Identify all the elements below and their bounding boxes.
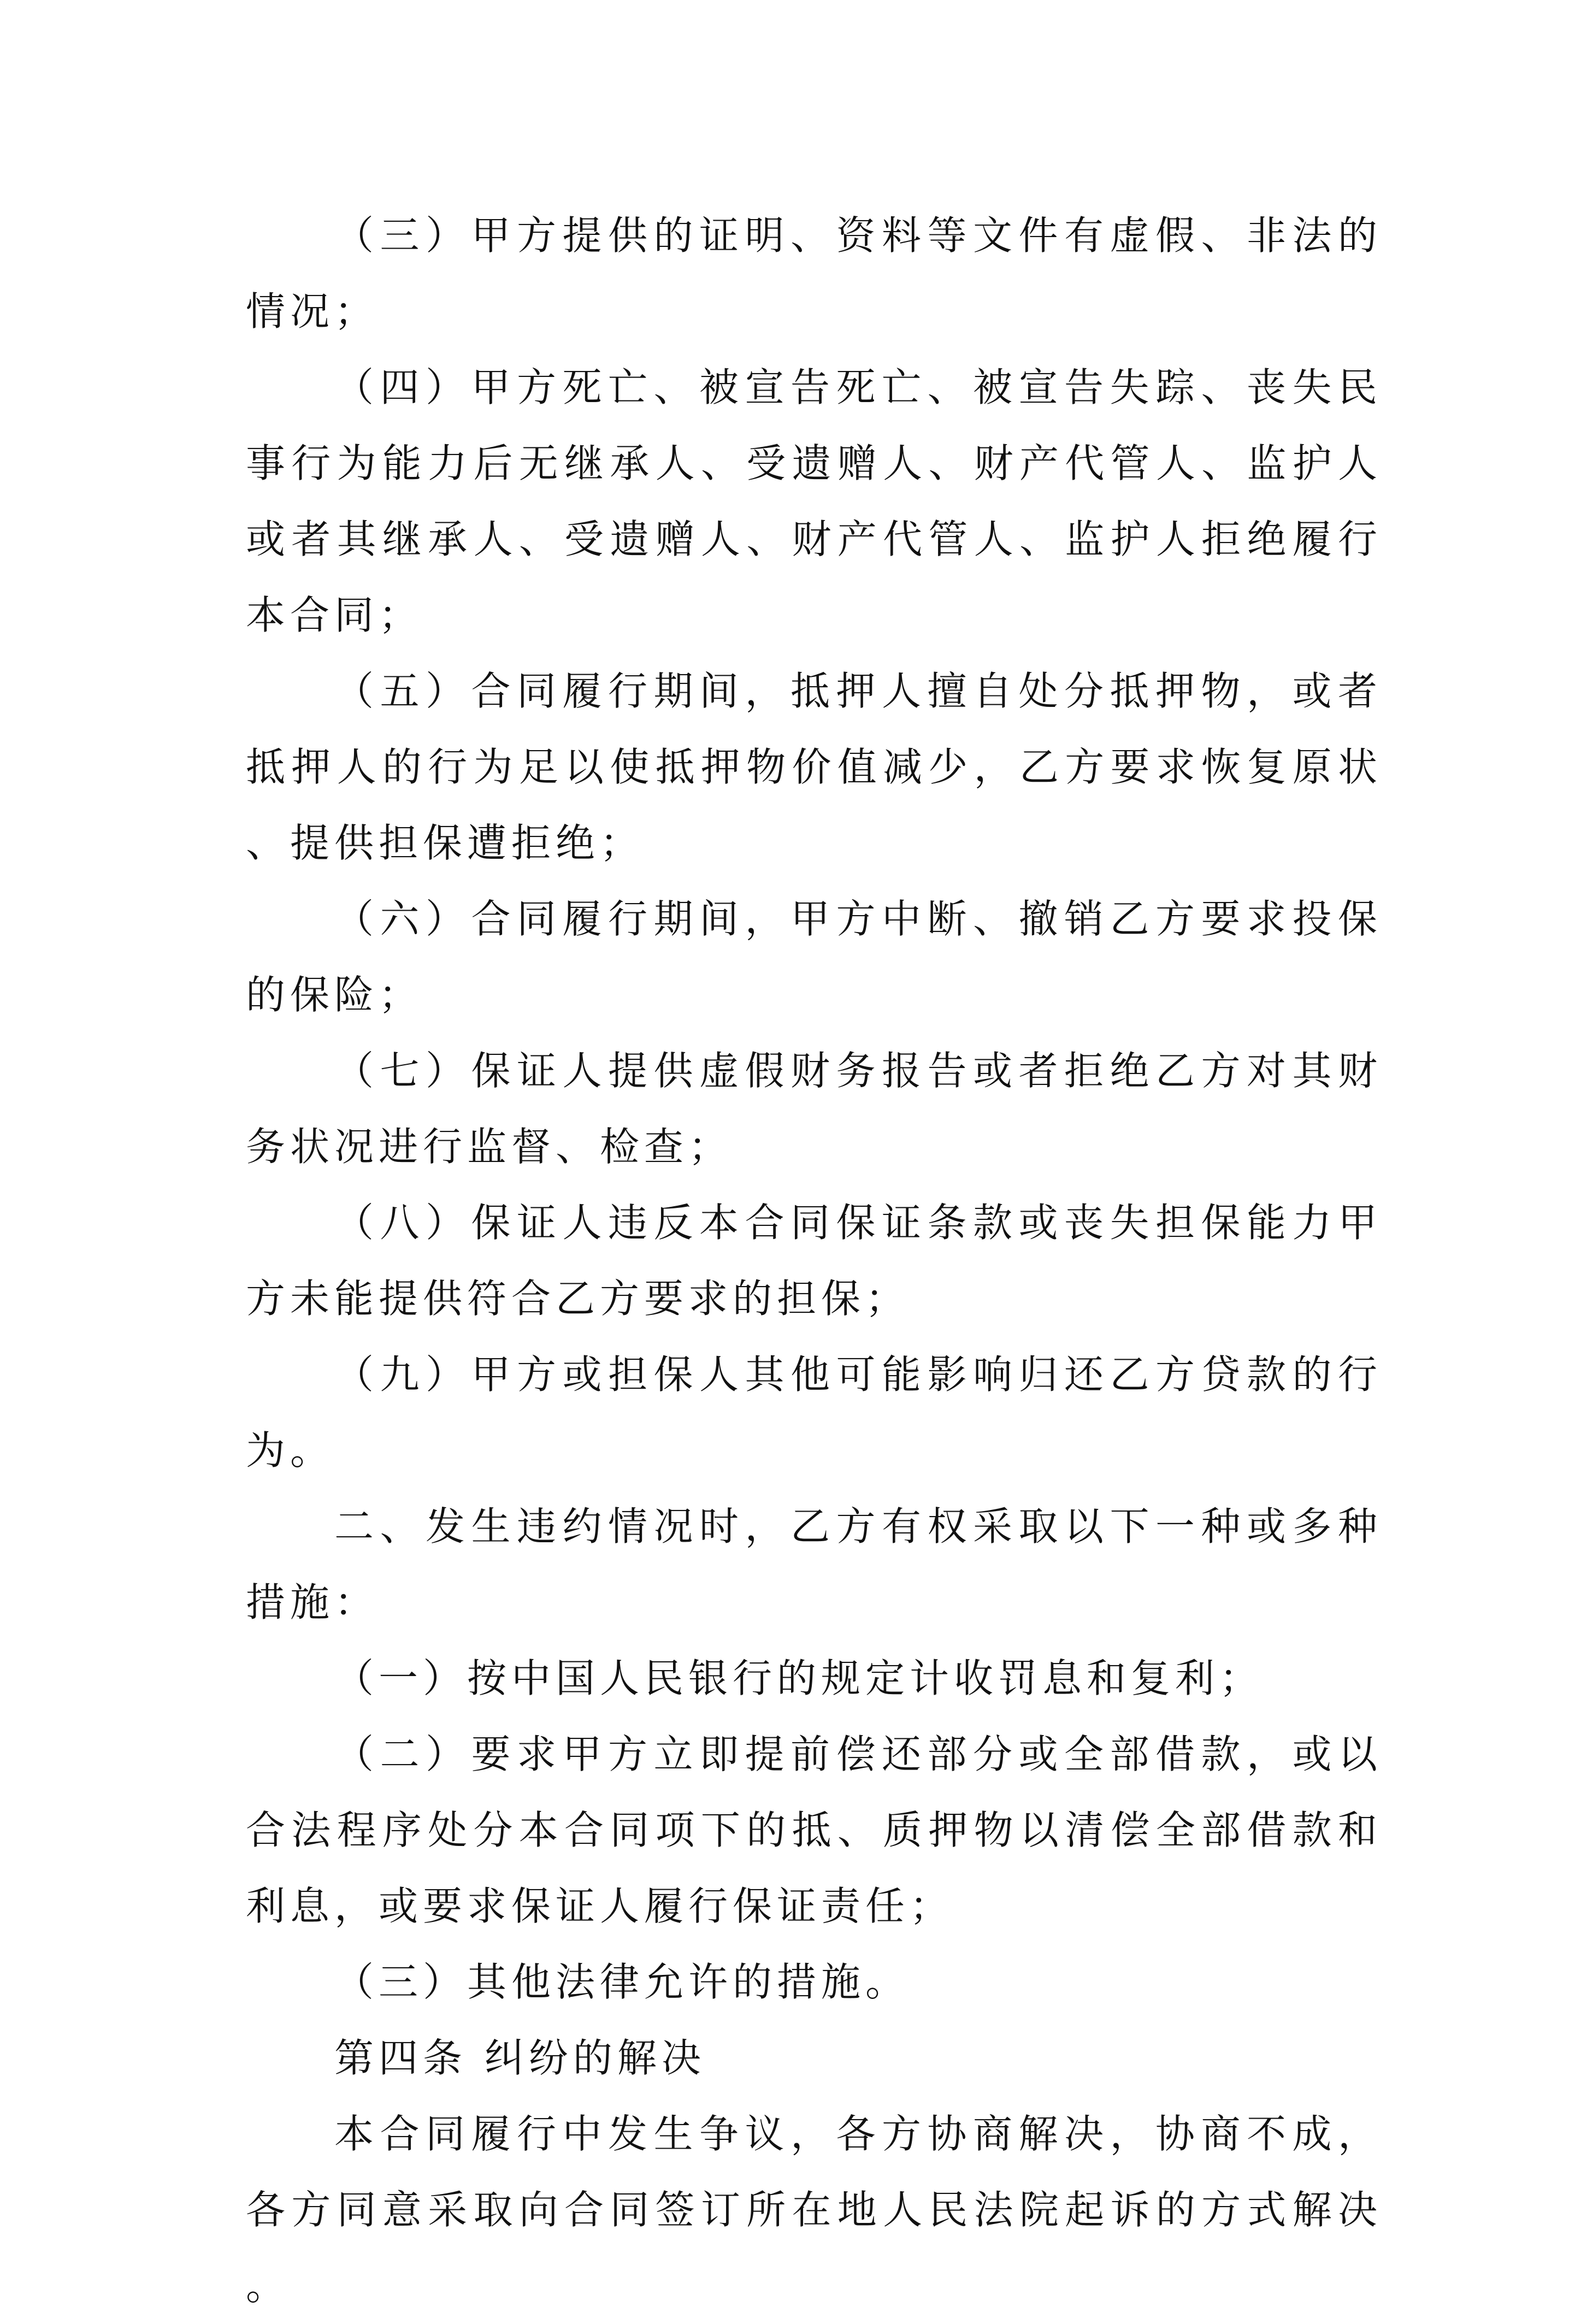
article-four-title: 第四条 纠纷的解决 xyxy=(334,2035,706,2081)
measure-item-1: （一）按中国人民银行的规定计收罚息和复利； xyxy=(334,1655,1264,1701)
clause-item-4: （四）甲方死亡、被宣告死亡、被宣告失踪、丧失民事行为能力后无继承人、受遗赠人、财产代管人、监护人或者其继承人、受遗赠人、财产代管人、监护人拒绝履行本合同； xyxy=(246,364,1382,638)
section-two-heading: 二、发生违约情况时，乙方有权采取以下一种或多种措施： xyxy=(246,1503,1382,1625)
clause-item-7: （七）保证人提供虚假财务报告或者拒绝乙方对其财务状况进行监督、检查； xyxy=(246,1048,1382,1170)
document-body xyxy=(246,198,1382,2324)
measure-item-3: （三）其他法律允许的措施。 xyxy=(334,1959,910,2005)
clause-item-8: （八）保证人违反本合同保证条款或丧失担保能力甲方未能提供符合乙方要求的担保； xyxy=(246,1200,1382,1322)
clause-item-6: （六）合同履行期间，甲方中断、撤销乙方要求投保的保险； xyxy=(246,896,1382,1018)
clause-item-5: （五）合同履行期间，抵押人擅自处分抵押物，或者抵押人的行为足以使抵押物价值减少，乙方要求恢复原状、提供担保遭拒绝； xyxy=(246,668,1382,866)
dispute-resolution-text: 本合同履行中发生争议，各方协商解决，协商不成，各方同意采取向合同签订所在地人民法院起诉的方式解决。 xyxy=(246,2111,1382,2309)
clause-item-9: （九）甲方或担保人其他可能影响归还乙方贷款的行为。 xyxy=(246,1352,1382,1473)
clause-item-3: （三）甲方提供的证明、资料等文件有虚假、非法的情况； xyxy=(246,213,1382,334)
measure-item-2: （二）要求甲方立即提前偿还部分或全部借款，或以合法程序处分本合同项下的抵、质押物以清偿全部借款和利息，或要求保证人履行保证责任； xyxy=(246,1731,1382,1929)
